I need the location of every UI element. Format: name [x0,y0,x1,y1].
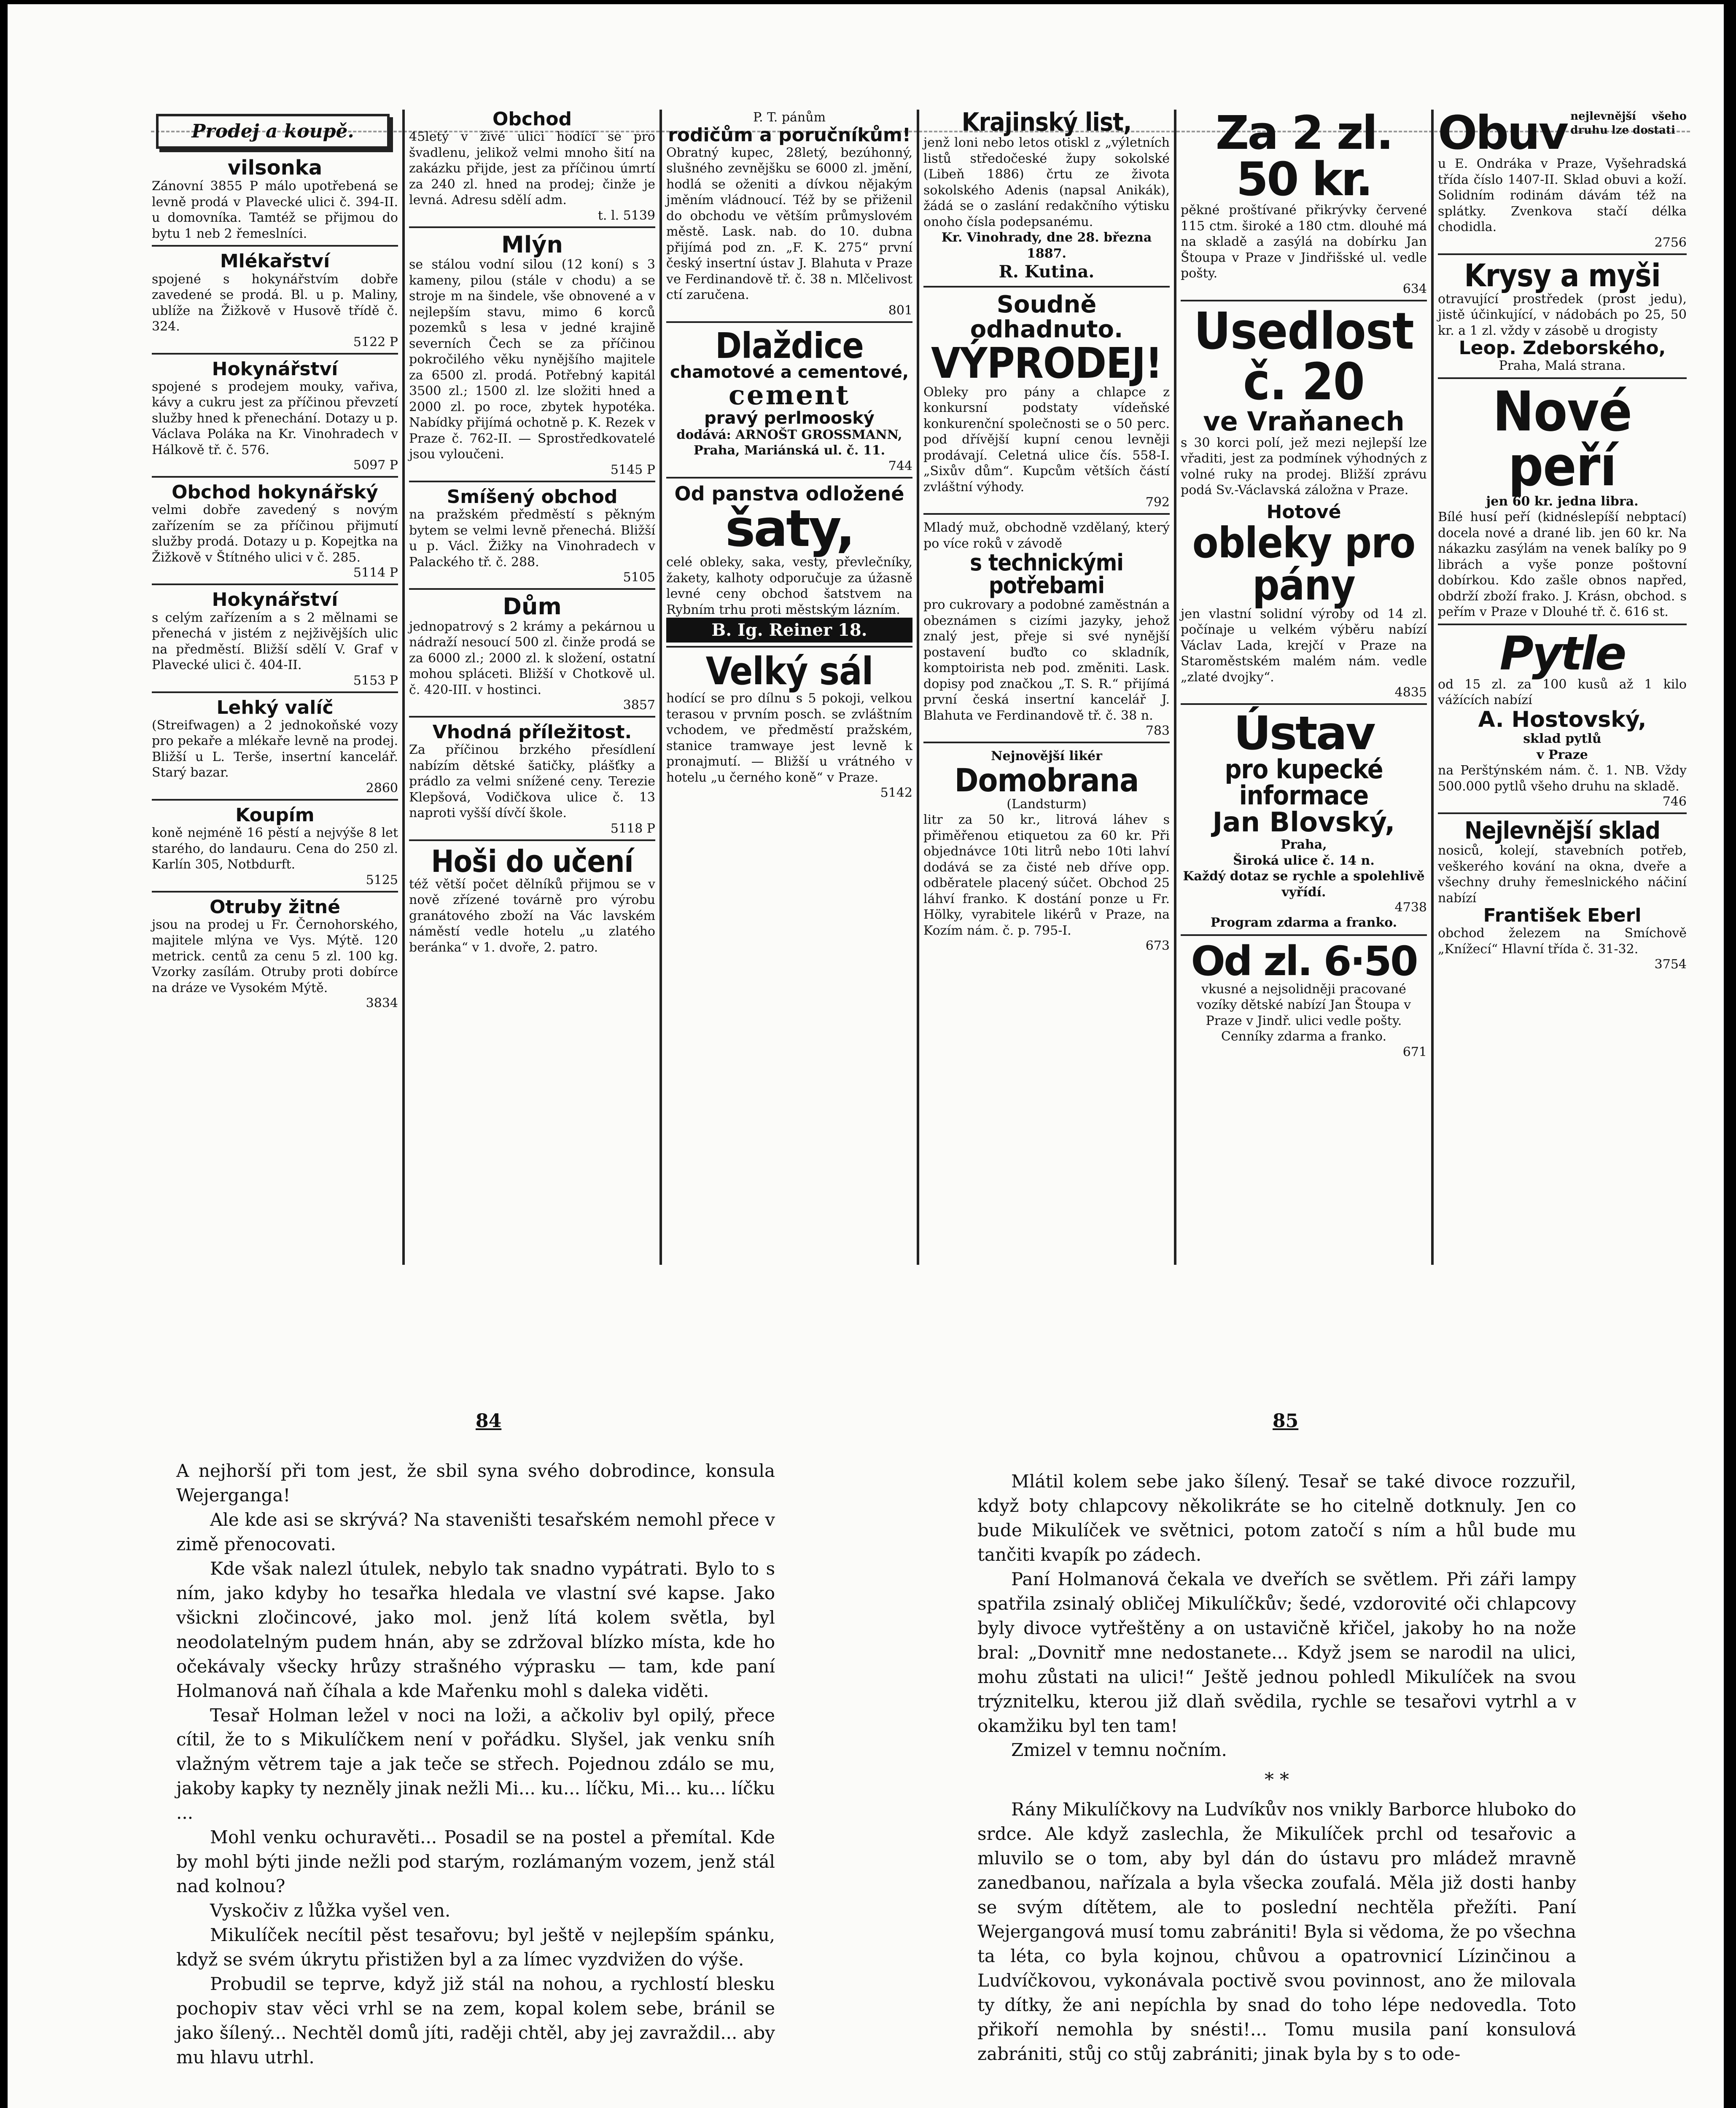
ad-text: u E. Ondráka v Praze, Vyšehradská třída číslo 1407-II. Sklad obuvi a koží. Solidním rodinám dávám též na splátky. Zvenkova stačí délka chodidla. [1438,156,1687,234]
ad-title: Mlékařství [220,250,330,272]
ad-title: Obchod hokynářský [172,481,378,503]
ad-title: Nejlevnější sklad [1464,817,1660,845]
ad-side-text: nejlevnější všeho druhu lze dostati [1570,110,1687,137]
ad-text: jenž loni nebo letos otiskl z „výletních listů středočeské župy sokolské (Libeň 1886) črtu ze života sokolského Adenis (napsal Anikák), žádá se o zaslání redakčního výtisku onoho čísla podepsanému. [923,135,1170,229]
story-paragraph: Tesař Holman ležel v noci na loži, a ačkoliv byl opilý, přece cítil, že to s Mikulíčkem není v pořádku. Slyšel, jak venku sníh vlažným větrem taje a jak teče se střech. Pojednou zdálo se mu, jakoby kapky ty nezněly jinak nežli Mi... ku... líčku, Mi... ku... líčku ... [176,1705,775,1823]
ad-name: A. Hostovský, [1478,707,1647,732]
ad-title: Lehký valíč [216,696,334,718]
ad-signature: B. Ig. Reiner 18. [666,618,912,643]
ad-dum [409,595,655,718]
ad-hokynarstvi-2 [152,590,398,693]
ad-title: Hokynářství [212,358,338,380]
ad-text: (Streifwagen) a 2 jednokoňské vozy pro pekaře a mlékaře levně na prodej. Bližší u L. Terše, insertní kancelář. Starý bazar. [152,718,398,780]
ad-title: Od panstva odložené [674,482,904,505]
ad-number: 5097 P [353,458,398,473]
ad-ustav [1181,706,1427,936]
ad-text: s 30 korci polí, jež mezi nejlepší lze vřaditi, jest za podmínek výhodných z volné ruky na prodej. Bližší zprávu podá Sv.-Václavská záložna v Praze. [1181,435,1427,498]
ad-number: 792 [1145,495,1170,510]
ad-velky-sal [666,649,912,804]
ad-heading-row [1438,110,1687,160]
ad-obuv [1438,110,1687,255]
ad-text: koně nejméně 16 pěstí a nejvýše 8 let starého, do landauru. Cena do 250 zl. Karlín 305, Notbdurft. [152,825,398,872]
ad-title: Usedlost č. 20 [1194,302,1414,411]
ad-date: Kr. Vinohrady, dne 28. března 1887. [941,230,1152,261]
ad-text-2: pro cukrovary a podobné zaměstnán a obeznámen s cizími jazyky, jehož znalý jest, přeje si své nynější postavení buďto co skladník, komptoirista neb pod. změniti. Lask. dopisy pod značkou „T. S. R.“ přijímá první česká insertní kancelář J. Blahuta ve Ferdinandově tř. č. 38 n. [923,597,1170,723]
ad-saty [666,484,912,648]
ad-title: Hoši do učení [431,843,633,879]
ad-vilsonka [152,157,398,247]
ad-subtitle: (Landsturm) [1007,796,1087,812]
ad-koupim [152,806,398,893]
ad-number: 5118 P [610,821,655,836]
ad-name: František Eberl [1483,905,1642,927]
ad-number: 3834 [366,996,398,1011]
ad-text: Za příčinou brzkého přesídlení nabízím dětské šatičky, plášťky a prádlo za velmi snížené ceny. Terezie Klepšová, Vodičkova ulice č. 13 naproti vyšší dívčí škole. [409,742,655,821]
ad-address: na Perštýnském nám. č. 1. NB. Vždy 500.000 pytlů všeho druhu na skladě. [1438,763,1687,794]
ad-number: 801 [888,303,912,318]
ad-text: vkusné a nejsolidněji pracované vozíky dětské nabízí Jan Štoupa v Praze v Jindř. ulici vedle pošty. Cenníky zdarma a franko. [1196,981,1411,1044]
ad-text: též větší počet dělníků přijmou se v nově zřízené továrně pro výrobu granátového zboží na Vác lavském náměstí vedle hotelu „u zlatého beránka“ v 1. dvoře, 2. patro. [409,877,655,955]
ad-number: 5142 [880,785,912,801]
ad-title: Obuv [1438,110,1567,160]
ad-title: Mlýn [501,231,563,258]
ad-title: Dům [503,593,562,620]
ad-mlekarstvi [152,252,398,354]
story-paragraph: Kde však nalezl útulek, nebylo tak snadno vypátrati. Bylo to s ním, jako kdyby ho tesařka hledala ve vlastní své kapse. Jako všickni zločincové, jako mol. jenž lítá kolem světla, byl neodolatelným pudem hnán, aby se zdržoval blízko místa, kde ho očekávaly všecky hrůzy strašného výprasku — tam, kde paní Holmanová naň číhala a kde Mařenku mohl s daleka viděti. [176,1558,775,1701]
ad-big-word: šaty, [725,500,854,559]
ad-text: nosiců, kolejí, stavebních potřeb, veškerého kování na okna, dveře a všechny druhy řemeslnického náčiní nabízí [1438,843,1687,906]
ad-big-word: VÝPRODEJ! [931,338,1163,388]
ad-number: 5122 P [353,334,398,350]
ad-number: 4835 [1394,685,1427,700]
ad-krajinsky-list [923,110,1170,288]
ad-nejlevnejsi-sklad [1438,819,1687,975]
ad-pytle [1438,626,1687,815]
ad-subtitle: jen 60 kr. jedna libra. [1486,494,1639,509]
ad-vhodna-prilezitost [409,723,655,841]
ad-title: Krysy a myši [1464,257,1661,294]
ad-usedlost [1181,302,1427,705]
ad-address: Široká ulice č. 14 n. [1233,853,1375,868]
ad-text: pěkné proštívané přikrývky červené 115 ctm. široké a 180 ctm. dlouhé má na skladě a zasýlá na dobírku Jan Štoupa v Praze v Jindřišské ul. vedle pošty. [1181,203,1427,281]
ad-nove-peri [1438,379,1687,625]
ad-text: hodící se pro dílnu s 5 pokoji, velkou terasou v prvním posch. se zvláštním vchodem, ve předměstí pražském, stanice tramwaye jest levně k pronajmutí. — Bližší u vrátného v hotelu „u černého koně“ v Praze. [666,691,912,785]
ads-column-3 [662,110,919,1265]
ad-number: 5125 [366,872,398,887]
ad-number: 5114 P [353,565,398,581]
ad-obchod-hokynarsky [152,483,398,585]
ad-number: 4738 [1394,900,1427,915]
ad-footer: Program zdarma a franko. [1210,915,1397,930]
page-number-left: 84 [476,1410,502,1432]
ad-signature: R. Kutina. [999,262,1095,282]
story-paragraph: Vyskočiv z lůžka vyšel ven. [210,1900,451,1921]
ad-text: jsou na prodej u Fr. Černohorského, majitele mlýna ve Vys. Mýtě. 120 metrick. centů za cenu 5 zl. 100 kg. Vzorky zasílám. Otruby proti dobírce na dráze ve Vysokém Mýtě. [152,917,398,995]
ad-number: 5105 [623,570,655,585]
ad-text: litr za 50 kr., litrová láhev s přiměřenou etiquetou za 60 kr. Při objednávce 10ti litrů nebo 10ti lahví dodává se za čisté neb dříve opp. odběratele placený súčet. Obchod 25 láhví franko. K dostání ponze u Fr. Hölky, vyrabitele likérů v Praze, na Kozím nám. č. p. 795-I. [923,812,1170,938]
ad-big-word: obleky pro pány [1192,518,1416,610]
ad-number: 634 [1402,281,1427,296]
ad-name: Leop. Zdeborského, [1459,337,1666,359]
story-paragraph: Probudil se teprve, když již stál na nohou, a rychlostí blesku pochopiv stav věci vrhl se na zem, kopal kolem sebe, bránil se jako šílený... Nechtěl domů jíti, raději chtěl, aby jej zavraždil... aby mu hlavu utrhl. [176,1974,775,2068]
ad-text: Zánovní 3855 P málo upotřebená se levně prodá v Plavecké ulici č. 394-II. u domovníka. Tamtéž se přijmou do bytu 1 neb 2 řemeslníci. [152,179,398,241]
ad-text: 45letý v živé ulici hodící se pro švadlenu, jelikož velmi mnoho šití na zakázku přijde, jest za příčinou úmrtí za 240 zl. hned na prodej; činže je levná. Adresu sdělí adm. [409,129,655,208]
newspaper-page [8,4,1724,2108]
ad-city: v Praze [1537,747,1588,762]
ad-number: 671 [1402,1044,1427,1059]
ad-price: Za 2 zl. 50 kr. [1215,110,1392,206]
ad-kicker: Hotové [1266,501,1341,523]
story-paragraph: A nejhorší při tom jest, že sbil syna svého dobrodince, konsula Wejerganga! [176,1460,775,1506]
ad-title: Soudně odhadnuto. [970,291,1123,343]
story-paragraph: Ale kde asi se skrývá? Na staveništi tesařském nemohl přece v zimě přenocovati. [176,1509,775,1554]
ad-text: jednopatrový s 2 krámy a pekárnou u nádraží nesoucí 500 zl. činže prodá se za 6000 zl.; 2000 zl. k složení, ostatní mohou spláceti. Bližší v Chotkově ul. č. 420-III. v hostinci. [409,619,655,697]
ads-column-2 [405,110,662,1265]
ad-title: Koupím [235,804,315,826]
ad-text: spojené s prodejem mouky, vařiva, kávy a cukru jest za příčinou převzetí služby hned k přenechání. Dotazy u p. Václava Poláka na Kr. Vinohradech v Hálkově tř. č. 576. [152,379,398,457]
ad-text: na pražském předměstí s pěkným bytem se velmi levně přenechá. Bližší u p. Václ. Žižky na Vinohradech v Palackého tř. č. 288. [409,507,655,570]
ad-city: Praha, [1281,837,1327,852]
ad-title: Otruby žitné [210,896,340,918]
ad-number: 5145 P [610,462,655,477]
ad-word: cement [728,379,851,411]
ad-text: se stálou vodní silou (12 koní) s 3 kameny, pilou (stále v chodu) a se stroje m na šindele, vše obnovené a v nejlepším stavu, mimo 6 korců pozemků s lesa v jedné krajině severních Čech se za příčinou pokročilého věku nynějšího majitele za 6500 zl. prodá. Potřebný kapitál 3500 zl.; 1500 zl. lze složiti hned a 2000 zl. po roce, zbytek hypotéka. Nabídky přijímá ochotně p. K. Rezek v Praze č. 762-II. — Sprostředkovatelé jsou vyloučeni. [409,257,655,462]
ad-title: rodičům a poručníkům! [668,124,911,146]
ad-mlady-muz [923,520,1170,743]
ad-address: Praha, Malá strana. [1499,358,1626,374]
ad-number: 744 [888,458,912,473]
ad-text: od 15 zl. za 100 kusů až 1 kilo vážících nabízí [1438,677,1687,708]
ad-text: Mladý muž, obchodně vzdělaný, který po více roků v závodě [923,520,1170,551]
ad-text: dodává: ARNOŠT GROSSMANN, Praha, Mariánská ul. č. 11. [676,427,902,458]
ad-title: Krajinský list, [961,110,1132,137]
ad-hosi-do-uceni [409,843,655,959]
ads-column-1 [148,110,405,1265]
ad-text: Obleky pro pány a chlapce z konkursní podstaty vídeňské konkurenční společnosti se o 50 perc. pod dřívější kupní cenou levněji prodávají. Celetná ulice čís. 558-I. „Sixův dům“. Kupcům větších částí zvláštní výhody. [923,384,1170,495]
ad-number: 746 [1662,794,1687,809]
ad-title: Smíšený obchod [447,486,618,508]
section-header-prodej: Prodej a koupě. [156,114,390,149]
ad-title: Pytle [1499,626,1625,680]
ad-krysy [1438,257,1687,379]
ad-subtitle-2: pravý perlmooský [704,408,875,428]
ad-number: 3754 [1654,957,1687,972]
story-right-column [977,1469,1576,2066]
ad-text: Obratný kupec, 28letý, bezúhonný, slušného zevnějšku se 6000 zl. jmění, hodlá se oženiti a dívkou nějakým jměním vládnoucí. Též by se přiženil do obchodu ve větším průmyslovém městě. Lask. nab. do 10. dubna přijímá pod zn. „F. K. 275“ první český insertní ústav J. Blahuta v Praze ve Ferdinandově tř. č. 38 n. Mlčelivost ctí zaručena. [666,145,912,303]
story-paragraph: Mohl venku ochuravěti... Posadil se na postel a přemítal. Kde by mohl býti jinde nežli pod starým, rozlámaným vozem, jenž stál nad kolnou? [176,1827,775,1897]
ad-number: 2860 [366,780,398,796]
ad-kicker: P. T. pánům [753,110,826,125]
ad-text: s celým zařízením a s 2 mělnami se přenechá v jistém z nejživějších ulic na předměstí. Bližší sdělí V. Graf v Plavecké ulici č. 404-II. [152,610,398,673]
ad-subtitle: sklad pytlů [1523,731,1601,747]
ad-subtitle: pro kupecké informace [1225,754,1383,811]
ad-title: Hokynářství [212,589,338,611]
ad-title: Ústav [1233,706,1374,761]
ad-text: celé obleky, saka, vesty, převlečníky, žakety, kalhoty odporučuje za úžasně levné ceny obchod šatstvem na Rybním trhu proti městským lázním. [666,555,912,617]
ad-otruby [152,898,398,1014]
ad-voziky [1181,937,1427,1063]
ad-title: Dlaždice [715,325,864,366]
ad-hokynarstvi-1 [152,360,398,478]
section-break-stars: * * [1265,1769,1289,1791]
story-paragraph: Rány Mikulíčkovy na Ludvíkův nos vnikly Barborce hluboko do srdce. Ale když zaslechla, že Mikulíček prchl od tesařovic a mluvilo se o tom, aby byl dán do ústavu pro mládež mravně zanedbanou, nařízala a byla všecka zoufalá. Měla již dosti hanby se svým dítětem, ale to poslední nechtěla přežíti. Paní Wejergangová musí tomu zabrániti! Byla si vědoma, že po všechna ta léta, co byla kojnou, chůvou a opatrovnicí Lízinčinou a Ludvíčkovou, vykonávala poctivě svou povinnost, ano že milovala ty dítky, že ani nepíchla by snad do toho lépe nedovedla. Toto přikoří nemohla by snésti!... Tomu musila paní konsulová zabrániti, stůj co stůj zabrániti; jinak byla by s to ode- [977,1799,1576,2064]
ad-number: t. l. 5139 [598,208,655,223]
ad-text: velmi dobře zavedený s novým zařízením se za příčinou přijmutí služby prodá. Dotazy u p. Kopejtka na Žižkově v Štítného ulici v č. 285. [152,503,398,565]
ad-prikryvky [1181,110,1427,301]
ad-number: 3857 [623,698,655,713]
ad-title: Domobrana [954,761,1139,799]
ad-text: otravující prostředek (prost jedu), jistě účinkující, v nádobách po 25, 50 kr. a 1 zl. vždy v zásobě u drogisty [1438,291,1687,338]
ad-rodicum [666,110,912,323]
ad-title: Vhodná příležitost. [432,721,632,743]
ad-title: Nové peří [1493,379,1632,498]
ad-title: Velký sál [705,649,873,694]
ad-number: 2756 [1654,235,1687,250]
story-paragraph: Mlátil kolem sebe jako šílený. Tesař se také divoce rozzuřil, když boty chlapcovy několikráte se ho citelně dotknuly. Jen co bude Mikulíček ve světnici, potom zatočí s ním a hůl bude mu tančiti kvapík po zádech. [977,1471,1576,1565]
ads-column-5 [1176,110,1434,1265]
ad-smiseny-obchod [409,487,655,590]
story-paragraph: Zmizel v temnu nočním. [1011,1740,1227,1761]
ad-price: Od zl. 6·50 [1191,937,1417,985]
page-number-right: 85 [1273,1410,1299,1432]
ads-column-4 [919,110,1176,1265]
ad-title: Obchod [492,110,572,130]
ad-vyprodej [923,293,1170,515]
ad-dlazdice [666,325,912,479]
ad-number: 673 [1145,938,1170,954]
ad-text-2: obchod železem na Smíchově „Knížecí“ Hlavní třída č. 31-32. [1438,926,1687,957]
ad-text: Každý dotaz se rychle a spolehlivě vyřídí. [1183,869,1425,900]
classified-ads-block [148,110,1691,1265]
ad-title: vilsonka [227,156,323,180]
ad-kicker: Nejnovější likér [991,749,1102,764]
ad-title: s technickými potřebami [970,549,1123,599]
story-paragraph: Paní Holmanová čekala ve dveřích se světlem. Při záři lampy spatřila zsinalý obličej Mikulíčkův; šedé, vzdorovité oči chlapcovy byly divoce vytřeštěny a on ustavičně křičel, jakoby ho na nože bral: „Dovnitř mne nedostanete... Když jsem se narodil na ulici, mohu zůstati na ulici!“ Ještě jednou pohledl Mikulíček na svou trýznitelku, kterou již dlaň svědila, rychle se tesařovi vytrhl a v okamžiku byl ten tam! [977,1568,1576,1736]
ad-text: Bílé husí peří (kidnéslepíší nebptací) docela nové a drané lib. jen 60 kr. Na nákazku zasýlám na venek balíky po 9 librách a vyše ponze poštovní dobírkou. Kdo zašle obnos napřed, obdrží zboží frako. J. Krásn, obchod. s peřím v Praze v Dlouhé tř. č. 616 st. [1438,510,1687,620]
ad-subtitle: ve Vraňanech [1203,406,1405,437]
story-paragraph: Mikulíček necítil pěst tesařovu; byl ještě v nejlepším spánku, když se svém úkrytu přistižen byl a za límec vyzdvižen do výše. [176,1925,775,1970]
ad-mlyn [409,233,655,482]
ad-number: 5153 P [353,673,398,688]
ad-text: spojené s hokynářstvím dobře zavedené se prodá. Bl. u p. Maliny, ublíže na Žižkově v Husově třídě č. 324. [152,272,398,334]
ad-lehky-valic [152,698,398,801]
story-left-column [176,1459,775,2070]
ads-column-6 [1434,110,1691,1265]
ad-text-2: jen vlastní solidní výroby od 14 zl. počínaje u velkém výběru nabízí Václav Lada, krejčí v Praze na Staroměstském malém nám. vedle „zlaté dvojky“. [1181,606,1427,685]
ad-domobrana [923,748,1170,957]
ad-subtitle: chamotové a cementové, [670,362,909,382]
ad-number: 783 [1145,723,1170,739]
ad-obchod [409,110,655,228]
ad-name: Jan Blovský, [1212,807,1395,839]
